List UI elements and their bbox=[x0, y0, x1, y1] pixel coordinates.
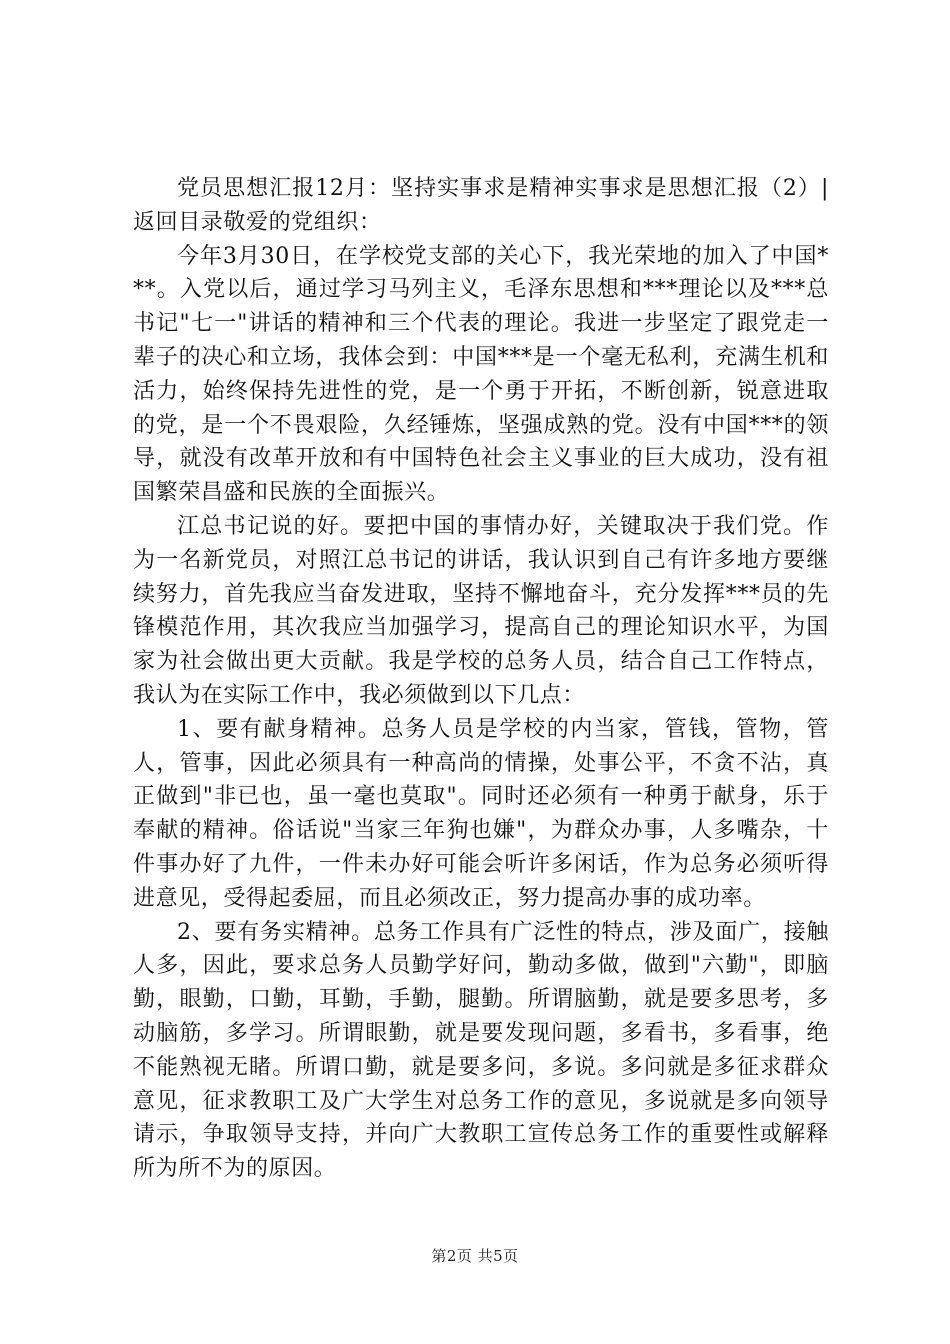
paragraph-2: 江总书记说的好。要把中国的事情办好，关键取决于我们党。作为一名新党员，对照江总书记的讲话，我认识到自己有许多地方要继续努力，首先我应当奋发进取，坚持不懈地奋斗，充分发挥***员的先锋模范作用，其次我应当加强学习，提高自己的理论知识水平，为国家为社会做出更大贡献。我是学校的总务人员，结合自己工作特点，我认为在实际工作中，我必须做到以下几点： bbox=[133, 513, 829, 708]
paragraph-title: 党员思想汇报12月：坚持实事求是精神实事求是思想汇报（2）|返回目录敬爱的党组织： bbox=[133, 176, 829, 235]
paragraph-1: 今年3月30日，在学校党支部的关心下，我光荣地的加入了中国***。入党以后，通过学习马列主义，毛泽东思想和***理论以及***总书记"七一"讲话的精神和三个代表的理论。我进一步坚定了跟党走一辈子的决心和立场，我体会到：中国***是一个毫无私利，充满生机和活力，始终保持先进性的党，是一个勇于开拓，不断创新，锐意进取的党，是一个不畏艰险，久经锤炼，坚强成熟的党。没有中国***的领导，就没有改革开放和有中国特色社会主义事业的巨大成功，没有祖国繁荣昌盛和民族的全面振兴。 bbox=[133, 243, 829, 506]
document-body bbox=[133, 172, 829, 1186]
paragraph-3: 1、要有献身精神。总务人员是学校的内当家，管钱，管物，管人，管事，因此必须具有一种高尚的情操，处事公平，不贪不沾，真正做到"非已也，虽一毫也莫取"。同时还必须有一种勇于献身，乐于奉献的精神。俗话说"当家三年狗也嫌"，为群众办事，人多嘴杂，十件事办好了九件，一件未办好可能会听许多闲话，作为总务必须听得进意见，受得起委屈，而且必须改正，努力提高办事的成功率。 bbox=[133, 716, 829, 911]
paragraph-4: 2、要有务实精神。总务工作具有广泛性的特点，涉及面广，接触人多，因此，要求总务人员勤学好问，勤动多做，做到"六勤"，即脑勤，眼勤，口勤，耳勤，手勤，腿勤。所谓脑勤，就是要多思考，多动脑筋，多学习。所谓眼勤，就是要发现问题，多看书，多看事，绝不能熟视无睹。所谓口勤，就是要多问，多说。多问就是多征求群众意见，征求教职工及广大学生对总务工作的意见，多说就是多向领导请示，争取领导支持，并向广大教职工宣传总务工作的重要性或解释所为所不为的原因。 bbox=[133, 919, 829, 1182]
page-number-footer: 第2页 共5页 bbox=[431, 1247, 519, 1265]
